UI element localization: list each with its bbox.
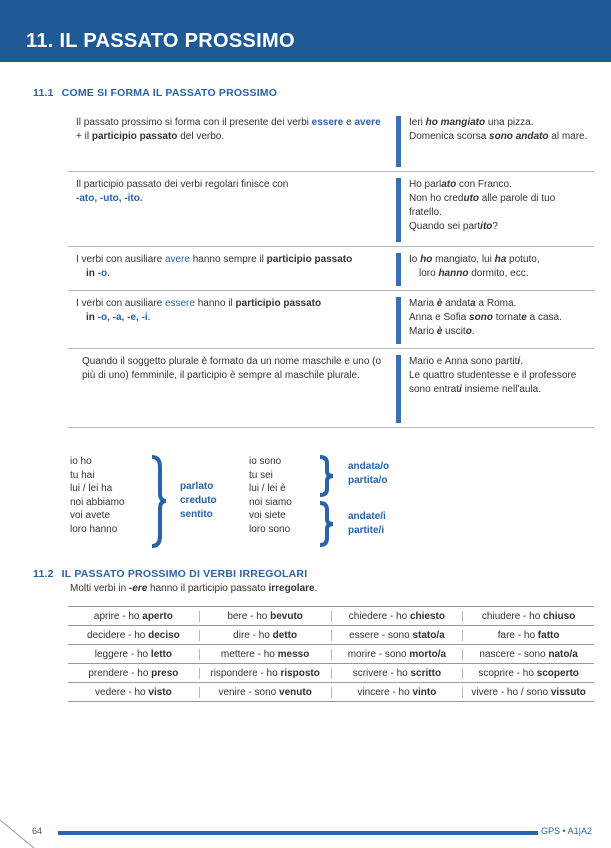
page-title: 11. IL PASSATO PROSSIMO bbox=[26, 30, 295, 52]
rule-text: I verbi con ausiliare essere hanno il participio passato in -o, -a, -e, -i. bbox=[76, 298, 322, 323]
conj-line: io sono bbox=[249, 456, 282, 467]
table-cell: scoprire - ho scoperto bbox=[478, 667, 579, 679]
rule-row bbox=[68, 291, 594, 349]
table-cell: leggere - ho letto bbox=[68, 649, 200, 660]
book-label: GPS • A1|A2 bbox=[541, 826, 593, 836]
table-row bbox=[68, 645, 594, 664]
participle: partite/i bbox=[348, 525, 385, 536]
header-bar bbox=[0, 0, 611, 62]
conj-line: lui / lei è bbox=[249, 483, 286, 494]
conj-line: loro hanno bbox=[70, 523, 118, 535]
table-cell: vincere - ho vinto bbox=[332, 687, 464, 698]
participle: sentito bbox=[180, 509, 213, 520]
conj-line: noi siamo bbox=[249, 496, 292, 508]
rule-example: Ho parlato con Franco. Non ho creduto alle parole di tuo fratello. Quando sei partito? bbox=[409, 179, 556, 232]
table-row bbox=[68, 607, 594, 626]
row-divider-bar bbox=[396, 297, 401, 344]
table-cell: chiedere - ho chiesto bbox=[332, 611, 464, 622]
page-number: 64 bbox=[32, 826, 43, 836]
rule-example: Mario e Anna sono partiti. Le quattro studentesse e il professore sono entrati insieme nell'aula. bbox=[409, 356, 577, 395]
rule-example: Io ho mangiato, lui ha potuto, loro hanno dormito, ecc. bbox=[409, 254, 540, 279]
participle: creduto bbox=[180, 495, 217, 506]
row-divider-bar bbox=[396, 253, 401, 286]
brace-icon bbox=[316, 455, 336, 497]
rule-text: Il participio passato dei verbi regolari finisce con -ato, -uto, -ito. bbox=[76, 179, 289, 204]
table-cell: decidere - ho deciso bbox=[68, 630, 200, 641]
table-cell: rispondere - ho risposto bbox=[200, 668, 332, 679]
rule-example: Maria è andata a Roma. Anna e Sofia sono tornate a casa. Mario è uscito. bbox=[409, 298, 562, 337]
table-cell: prendere - ho preso bbox=[68, 668, 200, 679]
conj-line: lui / lei ha bbox=[70, 483, 113, 494]
footer-rule bbox=[58, 831, 538, 835]
section-2-heading bbox=[33, 568, 307, 580]
conj-line: tu sei bbox=[249, 469, 273, 481]
table-cell: venire - sono venuto bbox=[200, 687, 332, 698]
conj-line: noi abbiamo bbox=[70, 496, 125, 508]
brace-icon bbox=[316, 501, 336, 547]
table-cell: mettere - ho messo bbox=[200, 649, 332, 660]
conj-line: tu hai bbox=[70, 469, 95, 481]
section-1-heading bbox=[33, 87, 277, 99]
avere-conjugation bbox=[70, 455, 124, 536]
rules-table bbox=[68, 110, 594, 428]
table-cell: essere - sono stato/a bbox=[332, 630, 464, 641]
irregular-verbs-table bbox=[68, 606, 594, 702]
row-divider-bar bbox=[396, 116, 401, 167]
conj-line: voi avete bbox=[70, 510, 111, 521]
table-cell: chiudere - ho chiuso bbox=[481, 610, 576, 622]
table-row bbox=[68, 626, 594, 645]
row-divider-bar bbox=[396, 355, 401, 423]
table-row bbox=[68, 683, 594, 702]
table-cell: scrivere - ho scritto bbox=[332, 668, 464, 679]
rule-row bbox=[68, 349, 594, 428]
table-cell: vivere - ho / sono vissuto bbox=[471, 686, 586, 698]
rule-text: Il passato prossimo si forma con il presente dei verbi essere e avere + il participio passato del verbo. bbox=[76, 117, 381, 142]
participle: parlato bbox=[180, 481, 214, 492]
table-cell: fare - ho fatto bbox=[497, 629, 560, 641]
rule-text: I verbi con ausiliare avere hanno sempre il participio passato in -o. bbox=[76, 254, 353, 279]
participle: andata/o bbox=[348, 461, 390, 472]
section-2-number: 11.2 bbox=[33, 568, 54, 580]
section-2-intro: Molti verbi in -ere hanno il participio passato irregolare. bbox=[70, 583, 318, 594]
rule-row bbox=[68, 172, 594, 247]
page-corner-decoration bbox=[0, 816, 36, 848]
rule-row bbox=[68, 110, 594, 172]
table-cell: morire - sono morto/a bbox=[332, 649, 464, 660]
rule-text: Quando il soggetto plurale è formato da un nome maschile e uno (o più di uno) femminile, il participio è sempre al maschile plurale. bbox=[82, 356, 382, 381]
table-cell: dire - ho detto bbox=[200, 630, 332, 641]
rule-row bbox=[68, 247, 594, 291]
essere-participles-plural bbox=[348, 510, 386, 538]
avere-participles bbox=[180, 480, 217, 522]
table-cell: aprire - ho aperto bbox=[68, 611, 200, 622]
table-cell: nascere - sono nato/a bbox=[479, 648, 578, 660]
section-2-title: IL PASSATO PROSSIMO DI VERBI IRREGOLARI bbox=[61, 568, 308, 580]
conj-line: loro sono bbox=[249, 523, 291, 535]
essere-conjugation bbox=[249, 455, 292, 536]
table-cell: bere - ho bevuto bbox=[200, 611, 332, 622]
rule-example: Ieri ho mangiato una pizza. Domenica scorsa sono andato al mare. bbox=[409, 117, 588, 142]
brace-icon bbox=[146, 455, 168, 548]
participle: andate/i bbox=[348, 511, 386, 522]
table-cell: vedere - ho visto bbox=[68, 687, 200, 698]
conj-line: voi siete bbox=[249, 510, 286, 521]
row-divider-bar bbox=[396, 178, 401, 242]
participle: partita/o bbox=[348, 475, 388, 486]
conj-line: io ho bbox=[70, 456, 92, 467]
section-1-number: 11.1 bbox=[33, 87, 54, 99]
section-1-title: COME SI FORMA IL PASSATO PROSSIMO bbox=[61, 87, 278, 99]
table-row bbox=[68, 664, 594, 683]
essere-participles-singular bbox=[348, 460, 389, 488]
